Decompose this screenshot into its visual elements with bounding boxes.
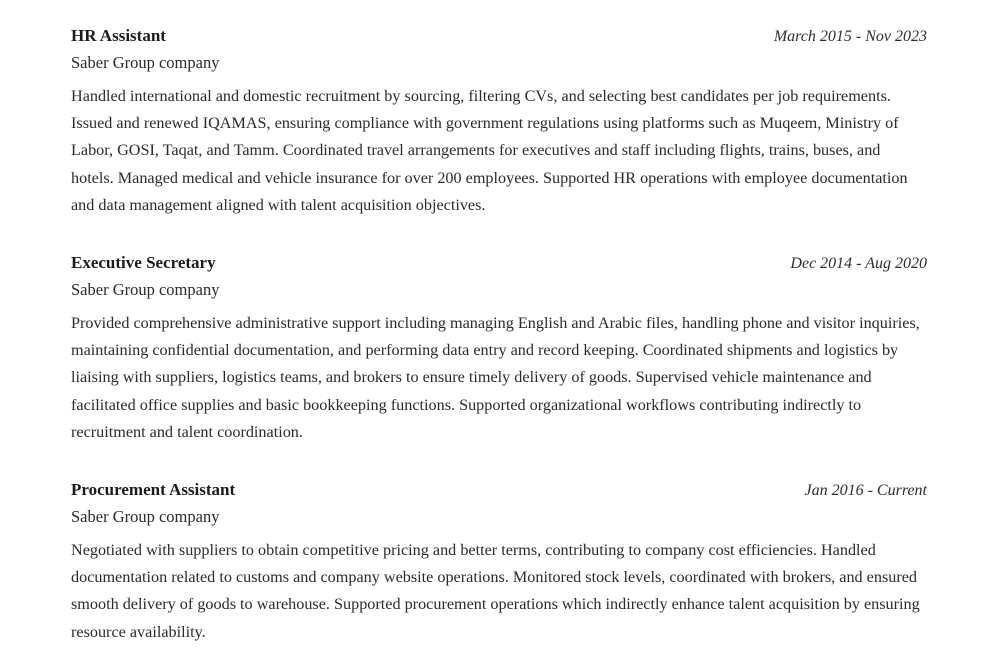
job-dates: Jan 2016 - Current [804, 482, 927, 499]
entry-header [71, 24, 927, 48]
experience-entry [71, 478, 927, 646]
job-title: Procurement Assistant [71, 480, 236, 499]
job-description: Provided comprehensive administrative support including managing English and Arabic files, handling phone and visitor inquiries, maintaining confidential documentation, and performing data entry and record keeping. Coordinated shipments and logistics by liaising with suppliers, logistics teams, and brokers to ensure timely delivery of goods. Supervised vehicle maintenance and facilitated office supplies and basic bookkeeping functions. Supported organizational workflows contributing indirectly to recruitment and talent coordination. [71, 314, 920, 441]
company-name: Saber Group company [71, 280, 220, 299]
job-dates: March 2015 - Nov 2023 [773, 28, 927, 45]
entry-header [71, 478, 927, 502]
experience-entry [71, 24, 927, 219]
company-name: Saber Group company [71, 53, 220, 72]
job-title: HR Assistant [71, 26, 166, 45]
job-description: Negotiated with suppliers to obtain competitive pricing and better terms, contributing to company cost efficiencies. Handled documentation related to customs and company website operations. Monitored stock levels, coordinated with brokers, and ensured smooth delivery of goods to warehouse. Supported procurement operations which indirectly enhance talent acquisition by ensuring resource availability. [71, 541, 920, 641]
job-title: Executive Secretary [71, 253, 216, 272]
job-description: Handled international and domestic recruitment by sourcing, filtering CVs, and selecting best candidates per job requirements. Issued and renewed IQAMAS, ensuring compliance with government regulations using platforms such as Muqeem, Ministry of Labor, GOSI, Taqat, and Tamm. Coordinated travel arrangements for executives and staff including flights, trains, buses, and hotels. Managed medical and vehicle insurance for over 200 employees. Supported HR operations with employee documentation and data management aligned with talent acquisition objectives. [71, 87, 908, 214]
company-name: Saber Group company [71, 507, 220, 526]
job-dates: Dec 2014 - Aug 2020 [790, 255, 927, 272]
experience-entry [71, 251, 927, 446]
entry-header [71, 251, 927, 275]
